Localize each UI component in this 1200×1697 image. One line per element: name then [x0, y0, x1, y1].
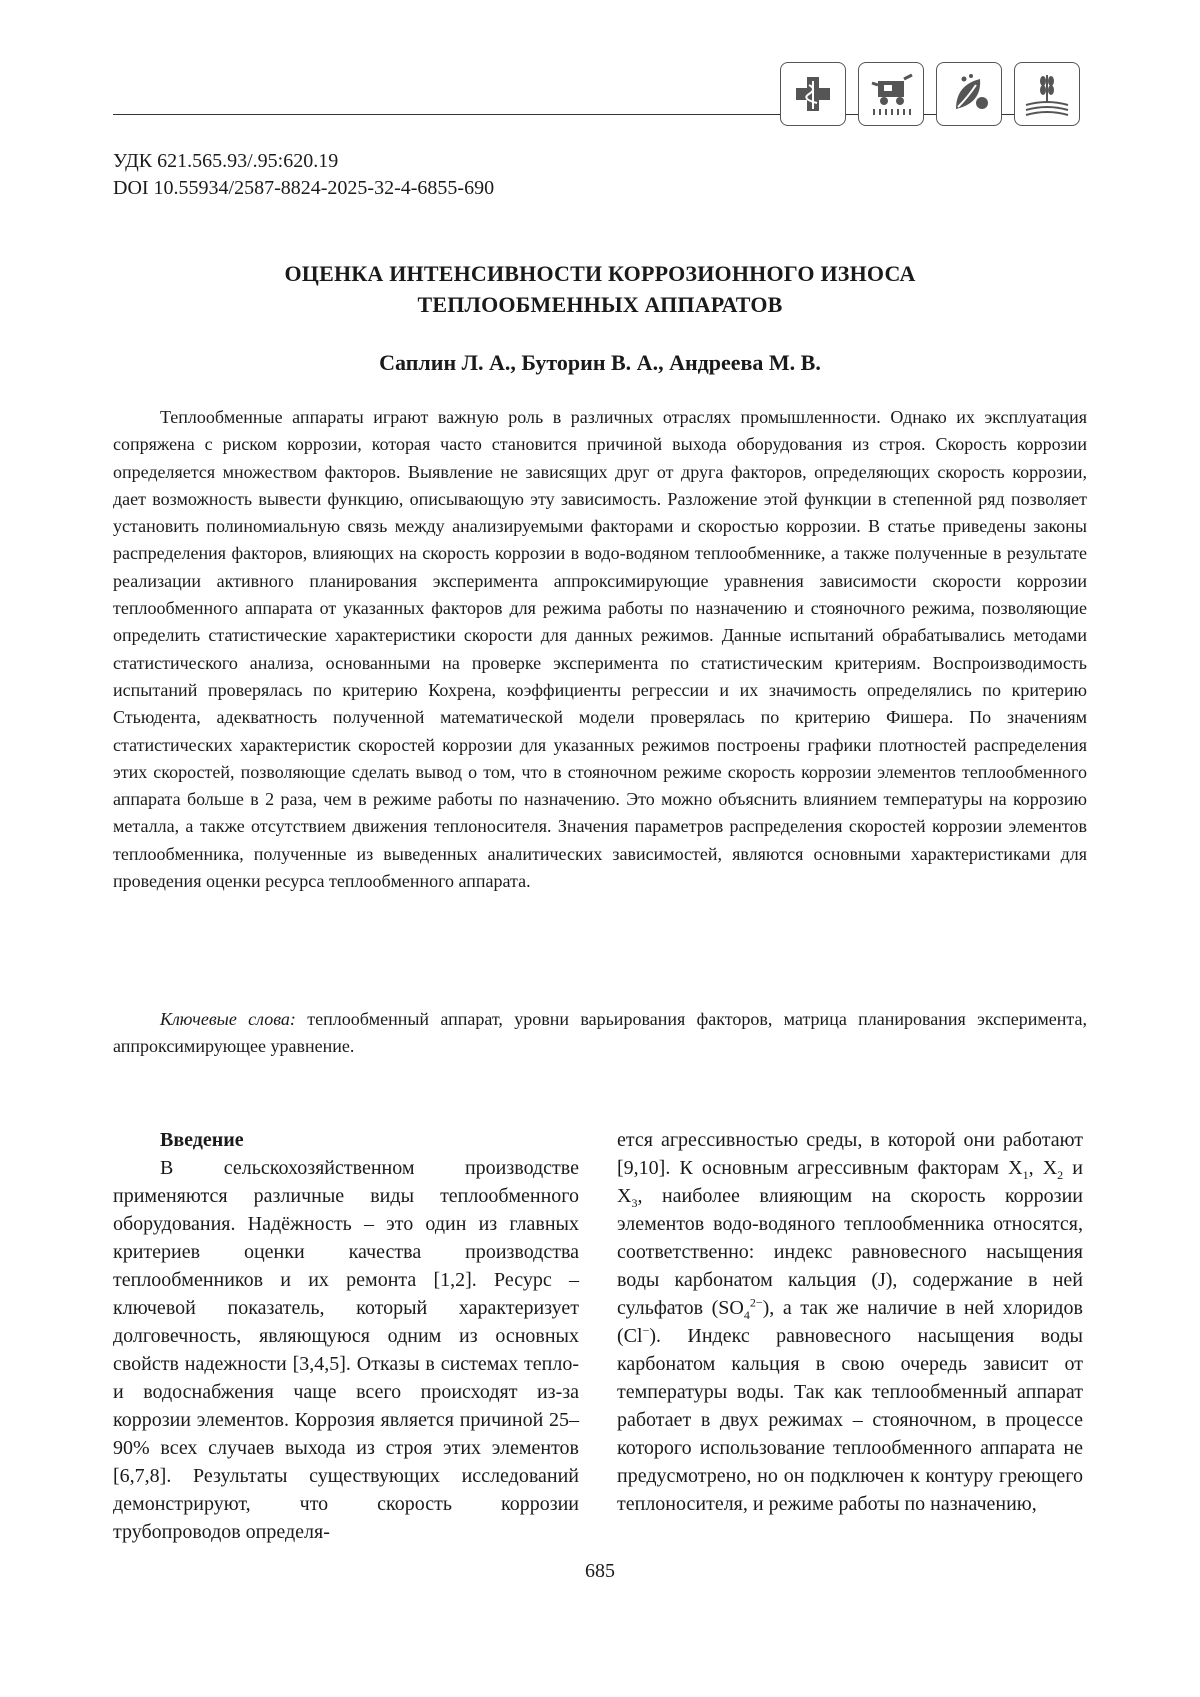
wheat-field-icon [1014, 62, 1080, 126]
keywords-text: теплообменный аппарат, уровни варьирования факторов, матрица планирования эксперимента, аппроксимирующее уравнение. [113, 1009, 1087, 1056]
keywords-label: Ключевые слова: [160, 1009, 296, 1029]
abstract: Теплообменные аппараты играют важную роль в различных отраслях промышленности. Однако их эксплуатация сопряжена с риском коррозии, которая часто становится причиной выхода оборудования из строя. Скорость коррозии определяется множеством факторов. Выявление не зависящих друг от друга факторов, определяющих скорость коррозии, дает возможность вывести функцию, описывающую эту зависимость. Разложение этой функции в степенной ряд позволяет установить полиномиальную связь между анализируемыми факторами и скоростью коррозии. В статье приведены законы распределения факторов, влияющих на скорость коррозии в водо-водяном теплообменнике, а также полученные в результате реализации активного планирования эксперимента аппроксимирующие уравнения зависимости скорости коррозии теплообменного аппарата от указанных факторов для режима работы по назначению и стояночного режима, позволяющие определить статистические характеристики скорости для данных режимов. Данные испытаний обрабатывались методами статистического анализа, основанными на проверке эксперимента по статистическим критериям. Воспроизводимость испытаний проверялась по критерию Кохрена, коэффициенты регрессии и их значимость определялись по критерию Стьюдента, адекватность полученной математической модели проверялась по критерию Фишера. По значениям статистических характеристик скоростей коррозии для указанных режимов построены графики плотностей распределения этих скоростей, позволяющие сделать вывод о том, что в стояночном режиме скорость коррозии элементов теплообменного аппарата больше в 2 раза, чем в режиме работы по назначению. Это можно объяснить влиянием температуры на коррозию металла, а также отсутствием движения теплоносителя. Значения параметров распределения скоростей коррозии элементов теплообменника, полученные из выведенных аналитических зависимостей, являются основными характеристиками для проведения оценки ресурса теплообменного аппарата. [113, 407, 1087, 892]
title-line-2: ТЕПЛООБМЕННЫХ АППАРАТОВ [417, 292, 783, 317]
section-heading-intro: Введение [160, 1129, 244, 1151]
title-line-1: ОЦЕНКА ИНТЕНСИВНОСТИ КОРРОЗИОННОГО ИЗНОСА [284, 261, 916, 286]
keywords [113, 1006, 1087, 1060]
article-meta [113, 148, 494, 202]
body-column-right [617, 1126, 1083, 1518]
combine-harvester-icon [858, 62, 924, 126]
authors: Саплин Л. А., Буторин В. А., Андреева М. В. [379, 350, 821, 375]
medical-cross-icon [780, 62, 846, 126]
doi: DOI 10.55934/2587-8824-2025-32-4-6855-690 [113, 177, 495, 199]
body-column-left [113, 1126, 579, 1546]
journal-icons [780, 62, 1080, 126]
page-number: 685 [585, 1560, 615, 1582]
body-paragraph: В сельскохозяйственном производстве применяются различные виды теплообменного оборудования. Надёжность – это один из главных критериев оценки качества производства теплообменников и их ремонта [1,2]. Ресурс – ключевой показатель, который характеризует долговечность, являющуюся одним из основных свойств надежности [3,4,5]. Отказы в системах тепло- и водоснабжения чаще всего происходят из-за коррозии элементов. Коррозия является причиной 25–90% всех случаев выхода из строя этих элементов [6,7,8]. Результаты существующих исследований демонстрируют, что скорость коррозии трубопроводов определя- [113, 1157, 579, 1543]
body-paragraph-continued: ется агрессивностью среды, в которой они работают [9,10]. К основным агрессивным факторам $X_1$, $X_2$ и $X_3$, наиболее влияющим на скорость коррозии элементов водо-водяного теплообменника относятся, соответственно: индекс равновесного насыщения воды карбонатом кальция (J), содержание в ней сульфатов $(SO_4^{2-})$, а так же наличие в ней хлоридов (Cl−). Индекс равновесного насыщения воды карбонатом кальция в свою очередь зависит от температуры воды. Так как теплообменный аппарат работает в двух режимах – стояночном, в процессе которого использование теплообменного аппарата не предусмотрено, но он подключен к контуру греющего теплоносителя, и режиме работы по назначению, [617, 1129, 1084, 1515]
plant-leaf-icon [936, 62, 1002, 126]
udk-code: УДК 621.565.93/.95:620.19 [113, 150, 339, 172]
article-title [113, 258, 1087, 320]
